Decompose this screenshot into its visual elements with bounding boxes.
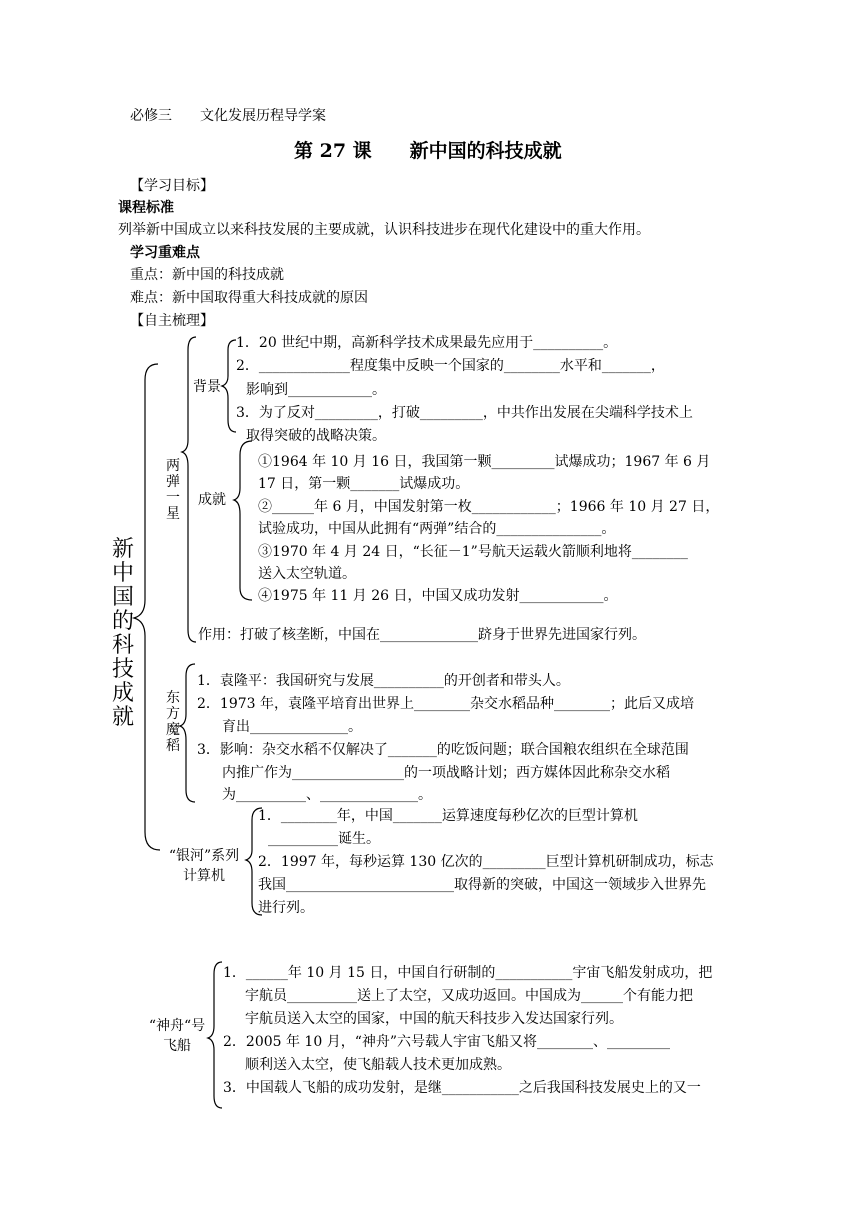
galaxy-line-1: 1．________年，中国_______运算速度每秒亿次的巨型计算机 <box>258 808 638 824</box>
galaxy-label: “银河”系列计算机 <box>168 848 240 884</box>
rice-line-5: 内推广作为________________的一项战略计划；西方媒体因此称杂交水稻 <box>222 765 670 781</box>
rice-line-6: 为__________、______________。 <box>222 787 432 803</box>
background-line-1: 1．20 世纪中期，高新科学技术成果最先应用于__________。 <box>236 335 618 351</box>
achievement-line-6: 送入太空轨道。 <box>258 566 356 582</box>
rice-label: 东方魔稻 <box>166 690 180 754</box>
main-topic: 新中国的科技成就 <box>112 537 135 730</box>
rice-line-3: 育出______________。 <box>222 719 362 735</box>
achievement-line-5: ③1970 年 4 月 24 日，“长征－1”号航天运载火箭顺利地将________ <box>258 544 688 560</box>
galaxy-line-4: 我国________________________取得新的突破，中国这一领域步入世界先 <box>258 877 706 893</box>
standard-text: 列举新中国成立以来科技发展的主要成就，认识科技进步在现代化建设中的重大作用。 <box>118 222 650 238</box>
background-label: 背景 <box>193 379 221 395</box>
achievement-label: 成就 <box>198 492 226 508</box>
background-line-4: 3．为了反对_________，打破_________，中共作出发展在尖端科学技术上 <box>236 405 693 421</box>
shenzhou-label: “神舟“号飞船 <box>148 1018 206 1054</box>
rice-line-4: 3．影响：杂交水稻不仅解决了_______的吃饭问题；联合国粮农组织在全球范围 <box>197 742 689 758</box>
shenzhou-line-5: 顺利送入太空，使飞船载人技术更加成熟。 <box>245 1057 511 1073</box>
achievement-line-1: ①1964 年 10 月 16 日，我国第一颗_________试爆成功；1967 年 6 月 <box>258 454 711 470</box>
two-bombs-label: 两弹一星 <box>166 458 180 522</box>
background-line-3: 影响到____________。 <box>246 382 386 398</box>
rice-line-1: 1．袁隆平：我国研究与发展__________的开创者和带头人。 <box>197 673 570 689</box>
key-heading: 学习重难点 <box>130 245 200 261</box>
galaxy-line-2: __________诞生。 <box>268 831 380 847</box>
background-line-5: 取得突破的战略决策。 <box>246 428 386 444</box>
achievement-line-4: 试验成功，中国从此拥有“两弹”结合的_______________。 <box>258 521 616 537</box>
key-point: 重点：新中国的科技成就 <box>130 267 284 283</box>
effect-line: 作用：打破了核垄断，中国在______________跻身于世界先进国家行列。 <box>198 627 646 643</box>
shenzhou-line-4: 2．2005 年 10 月，“神舟”六号载人宇宙飞船又将________、_________ <box>223 1034 671 1050</box>
galaxy-line-3: 2．1997 年，每秒运算 130 亿次的_________巨型计算机研制成功，标志 <box>258 854 714 870</box>
standard-heading: 课程标准 <box>118 200 174 216</box>
achievement-line-3: ②______年 6 月，中国发射第一枚____________；1966 年 10 月 27 日， <box>258 499 720 515</box>
header: 必修三 文化发展历程导学案 <box>130 108 326 124</box>
achievement-line-2: 17 日，第一颗_______试爆成功。 <box>258 476 470 492</box>
background-line-2: 2．_____________程度集中反映一个国家的________水平和_______， <box>236 358 665 374</box>
page-title: 第 27 课 新中国的科技成就 <box>294 140 562 162</box>
shenzhou-line-2: 宇航员__________送上了太空，又成功返回。中国成为______个有能力把 <box>245 988 693 1004</box>
shenzhou-line-6: 3．中国载人飞船的成功发射，是继___________之后我国科技发展史上的又一 <box>223 1080 701 1096</box>
galaxy-line-5: 进行列。 <box>258 900 314 916</box>
achievement-line-7: ④1975 年 11 月 26 日，中国又成功发射____________。 <box>258 588 618 604</box>
difficult-point: 难点：新中国取得重大科技成就的原因 <box>130 290 368 306</box>
rice-line-2: 2．1973 年，袁隆平培育出世界上________杂交水稻品种________；此后又成培 <box>197 696 694 712</box>
shenzhou-line-3: 宇航员送入太空的国家，中国的航天科技步入发达国家行列。 <box>245 1011 623 1027</box>
objectives-heading: 【学习目标】 <box>130 178 214 194</box>
shenzhou-brace <box>0 0 1 1</box>
shenzhou-line-1: 1．______年 10 月 15 日，中国自行研制的___________宇宙飞船发射成功，把 <box>223 965 713 981</box>
review-heading: 【自主梳理】 <box>130 313 214 329</box>
